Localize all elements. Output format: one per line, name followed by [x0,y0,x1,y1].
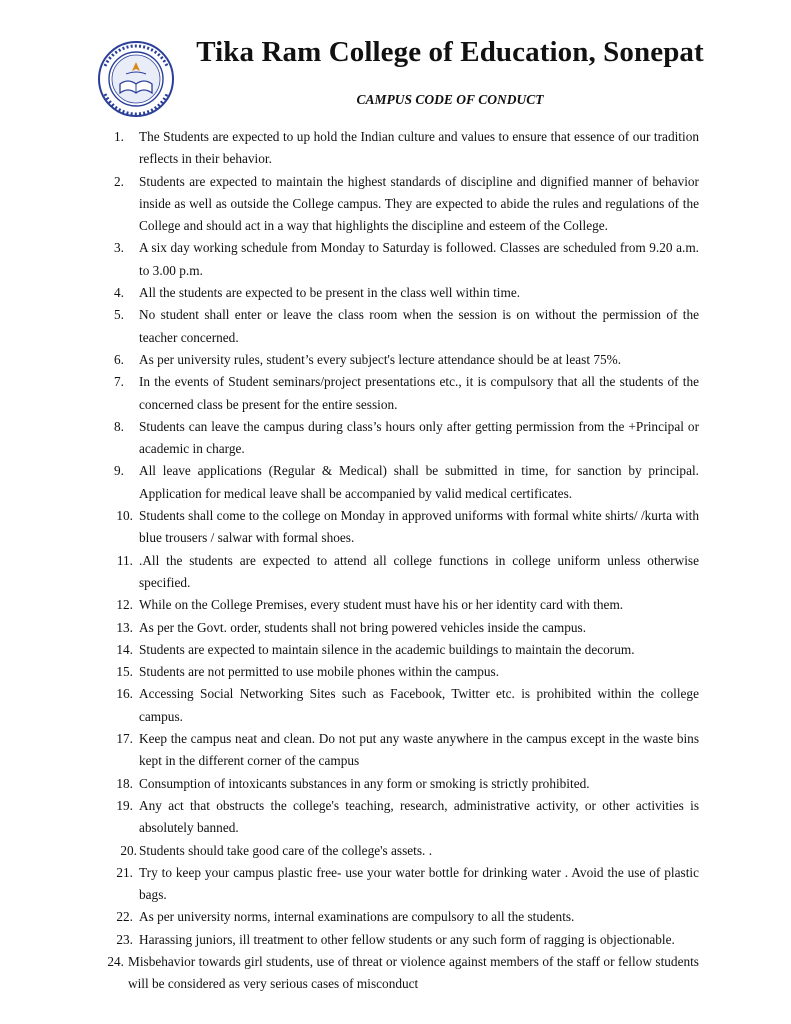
rule-item [0,349,791,371]
rule-number: 24. [107,953,124,969]
rule-item [0,550,791,595]
rule-item [0,661,791,683]
rule-item [0,304,791,349]
document-subtitle: CAMPUS CODE OF CONDUCT [356,92,544,107]
rule-text: In the events of Student seminars/project presentations etc., it is compulsory that all the students of the concerned class be present for the entire session. [139,374,699,412]
rule-item [0,639,791,661]
rule-number: 4. [114,285,124,301]
rule-text: A six day working schedule from Monday to Saturday is followed. Classes are scheduled from 9.20 a.m. to 3.00 p.m. [139,240,699,278]
rule-number: 6. [114,351,124,367]
rule-number: 11. [116,552,133,568]
rule-text: Harassing juniors, ill treatment to other fellow students or any such form of ragging is objectionable. [139,931,675,947]
rule-item [0,126,791,171]
rule-item [0,840,791,862]
rule-number: 16. [116,686,133,702]
rule-item [0,371,791,416]
rule-item [0,906,791,928]
rule-text: Students are expected to maintain silence in the academic buildings to maintain the decorum. [139,641,635,657]
rule-text: All the students are expected to be present in the class well within time. [139,285,521,301]
rule-number: 12. [116,597,133,613]
rule-number: 19. [116,797,133,813]
rule-text: As per the Govt. order, students shall not bring powered vehicles inside the campus. [139,619,587,635]
rules-list [0,126,791,996]
rule-number: 18. [116,775,133,791]
rule-item [0,929,791,951]
rule-item [0,795,791,840]
rule-item [0,171,791,238]
rule-item [0,683,791,728]
rule-text: No student shall enter or leave the class room when the session is on without the permission of the teacher concerned. [139,307,699,345]
rule-text: Accessing Social Networking Sites such as Facebook, Twitter etc. is prohibited within the college campus. [139,686,699,724]
rule-text: Keep the campus neat and clean. Do not put any waste anywhere in the campus except in the waste bins kept in the different corner of the campus [139,731,699,769]
rule-number: 5. [114,307,124,323]
rule-item [0,951,791,996]
rule-text: Misbehavior towards girl students, use of threat or violence against members of the staff or fellow students will be considered as very serious cases of misconduct [128,953,699,992]
rule-number: 20. [120,842,137,858]
rule-text: The Students are expected to up hold the Indian culture and values to ensure that essence of our tradition reflects in their behavior. [139,129,699,167]
rule-number: 14. [116,641,133,657]
rule-text: Students shall come to the college on Monday in approved uniforms with formal white shirts/ /kurta with blue trousers / salwar with formal shoes. [139,508,699,546]
rule-number: 3. [114,240,124,256]
rule-item [0,617,791,639]
rule-item [0,594,791,616]
rule-text: Try to keep your campus plastic free- use your water bottle for drinking water . Avoid the use of plastic bags. [139,864,699,903]
rule-number: 8. [114,418,124,434]
rule-item [0,416,791,461]
rule-text: Students should take good care of the college's assets. . [139,842,433,858]
rule-item [0,728,791,773]
rule-number: 2. [114,173,124,189]
rule-text: .All the students are expected to attend all college functions in college uniform unless otherwise specified. [139,552,699,590]
rule-number: 22. [116,909,133,925]
rule-number: 15. [116,664,133,680]
rule-number: 9. [114,463,124,479]
rule-text: As per university rules, student’s every subject's lecture attendance should be at least 75%. [139,351,622,367]
rule-item [0,773,791,795]
rule-item [0,237,791,282]
rule-text: All leave applications (Regular & Medical) shall be submitted in time, for sanction by principal. Application for medical leave shall be accompanied by valid medical certificates. [139,463,699,501]
rule-number: 21. [116,864,133,880]
rule-item [0,505,791,550]
rule-text: Students are not permitted to use mobile phones within the campus. [139,664,500,680]
rule-text: Any act that obstructs the college's teaching, research, administrative activity, or other activities is absolutely banned. [139,797,699,836]
page-title: Tika Ram College of Education, Sonepat [196,36,704,68]
rule-text: Students can leave the campus during class’s hours only after getting permission from the +Principal or academic in charge. [139,418,699,457]
rule-item [0,862,791,907]
rule-text: Consumption of intoxicants substances in any form or smoking is strictly prohibited. [139,775,590,791]
rule-text: As per university norms, internal examinations are compulsory to all the students. [139,909,575,925]
rule-text: While on the College Premises, every student must have his or her identity card with them. [139,597,624,613]
rule-item [0,282,791,304]
rule-number: 23. [116,931,133,947]
rule-number: 10. [116,508,133,524]
rule-item [0,460,791,505]
college-emblem-icon [96,38,176,120]
rule-number: 17. [116,731,133,747]
rule-number: 13. [116,619,133,635]
rule-number: 1. [114,129,124,144]
rule-text: Students are expected to maintain the highest standards of discipline and dignified manner of behavior inside as well as outside the College campus. They are expected to abide the rules and regulations of the College and should act in a way that highlights the discipline and esteem of the College. [139,173,699,234]
rule-number: 7. [114,374,124,390]
